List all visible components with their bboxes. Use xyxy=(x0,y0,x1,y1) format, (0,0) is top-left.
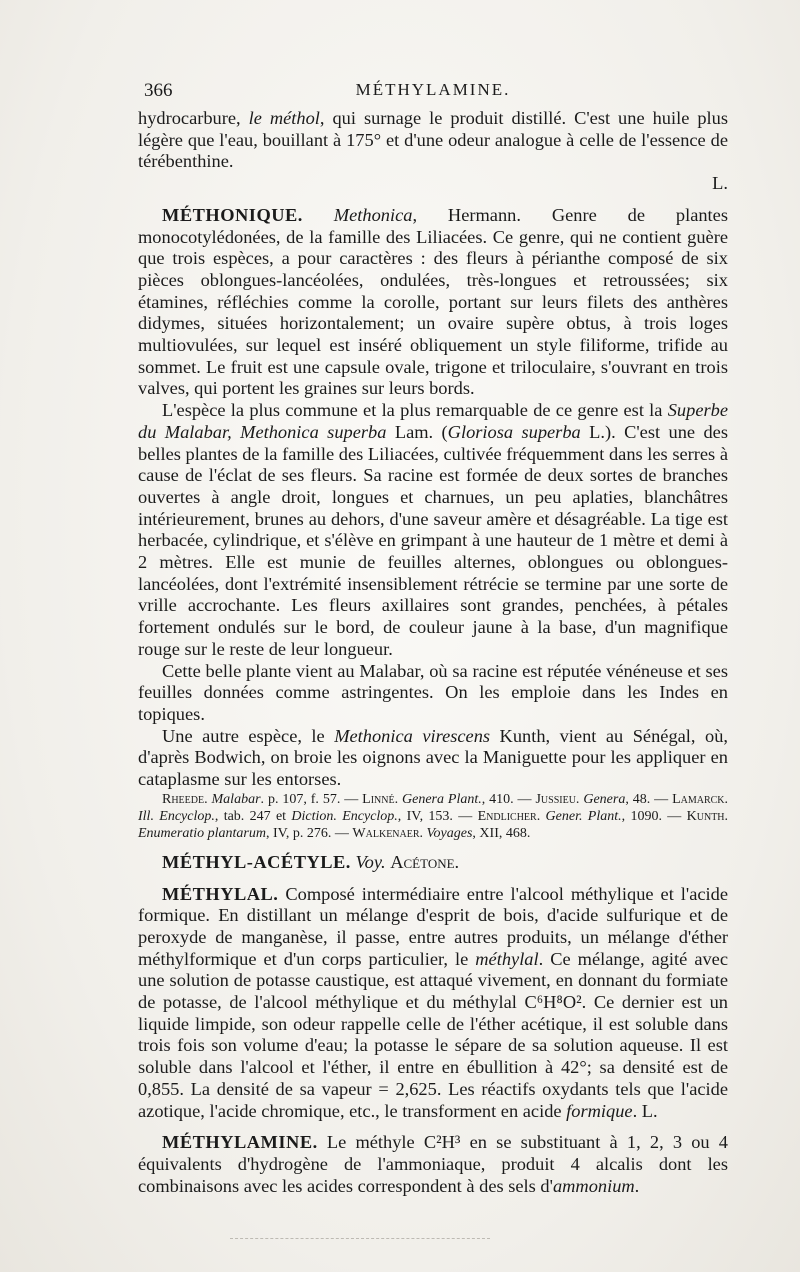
entry-paragraph: MÉTHYL-ACÉTYLE. Voy. Acétone. xyxy=(162,851,460,872)
entry-paragraph: MÉTHYLAMINE. Le méthyle C²H³ en se substituant à 1, 2, 3 ou 4 équivalents d'hydrogène de l'ammoniaque, produit 4 alcalis dont les combinaisons avec les acides correspondent à des sels d'ammonium. xyxy=(138,1132,728,1196)
bibliographic-references: Rheede. Malabar. p. 107, f. 57. — Linné. Genera Plant., 410. — Jussieu. Genera, 48. — Lamarck. Ill. Encyclop., tab. 247 et Diction. Encyclop., IV, 153. — Endlicher. Gener. Plant., 1090. — Kunth. Enumeratio plantarum, IV, p. 276. — Walkenaer. Voyages, XII, 468. xyxy=(138,791,729,841)
entry-methylamine xyxy=(138,1132,728,1197)
entry-methylal xyxy=(138,884,728,1123)
author-initial: L. xyxy=(641,1100,658,1121)
page-number: 366 xyxy=(144,80,173,101)
page-header xyxy=(138,80,728,108)
running-head: MÉTHYLAMINE. xyxy=(355,80,511,99)
entry-paragraph: L'espèce la plus commune et la plus remarquable de ce genre est la Superbe du Malabar, Methonica superba Lam. (Gloriosa superba L.). C'est une des belles plantes de la famille des Liliacées, cultivée fréquemment dans les serres à cause de l'éclat de ses fleurs. Sa racine est formée de deux sortes de branches ouvertes à angle droit, longues et charnues, un peu aplaties, blanchâtres intérieurement, brunes au dehors, d'une saveur amère et désagréable. La tige est herbacée, cylindrique, et s'élève en grimpant à une hauteur de 1 mètre et demi à 2 mètres. Elle est munie de feuilles alternes, oblongues ou oblongues-lancéolées, dont l'extrémité insensiblement rétrécie se termine par une sorte de vrille accrochante. Les fleurs axillaires sont grandes, penchées, à pétales fortement ondulés sur le bord, de couleur jaune à la base, d'un magnifique rouge sur le reste de leur longueur. xyxy=(138,400,728,659)
bottom-rule xyxy=(230,1238,490,1239)
continuation-paragraph: hydrocarbure, le méthol, qui surnage le produit distillé. C'est une huile plus légère que l'eau, bouillant à 175° et d'une odeur analogue à celle de l'essence de térébenthine. xyxy=(138,108,728,172)
entry-headword: MÉTHYL-ACÉTYLE. xyxy=(162,851,351,872)
entry-methonique xyxy=(138,205,728,842)
entry-paragraph: MÉTHONIQUE. Methonica, Hermann. Genre de plantes monocotylédonées, de la famille des Liliacées. Ce genre, qui ne contient guère que trois espèces, a pour caractères : des fleurs à périanthe composé de six pièces oblongues-lancéolées, ondulées, très-longues et retroussées; six étamines, réfléchies comme la corolle, portant sur leurs filets des anthères didymes, situées horizontalement; un ovaire supère obtus, à trois loges multiovulées, sur lequel est inséré obliquement un style filiforme, trifide au sommet. Le fruit est une capsule ovale, trigone et triloculaire, s'ouvrant en trois valves, qui portent les graines sur leurs bords. xyxy=(138,204,728,399)
body-text xyxy=(138,108,728,1197)
entry-paragraph: Une autre espèce, le Methonica virescens Kunth, vient au Sénégal, où, d'après Bodwich, on broie les oignons avec la Maniguette pour les appliquer en cataplasme sur les entorses. xyxy=(138,725,728,790)
entry-methyl-acetyle xyxy=(138,852,728,874)
entry-headword: MÉTHONIQUE. xyxy=(162,204,303,225)
entry-paragraph: MÉTHYLAL. Composé intermédiaire entre l'alcool méthylique et l'acide formique. En distillant un mélange d'esprit de bois, d'acide sulfurique et de peroxyde de manganèse, il passe, entre autres produits, un mélange d'éther méthylformique et d'un corps particulier, le méthylal. Ce mélange, agité avec une solution de potasse caustique, est attaqué vivement, en donnant du formiate de potasse, de l'alcool méthylique et du méthylal C⁶H⁸O². Ce dernier est un liquide limpide, son odeur rappelle celle de l'éther acétique, il est soluble dans trois fois son volume d'eau; la potasse le sépare de sa solution aqueuse. Il est soluble dans l'alcool et l'éther, il entre en ébullition à 42°; sa densité est de 0,855. La densité de sa vapeur = 2,625. Les réactifs oxydants tels que l'acide azotique, l'acide chromique, etc., le transforment en acide formique. L. xyxy=(138,883,729,1121)
entry-headword: MÉTHYLAL. xyxy=(162,883,279,904)
author-initial: L. xyxy=(712,173,728,194)
entry-paragraph: Cette belle plante vient au Malabar, où sa racine est réputée vénéneuse et ses feuilles données comme astringentes. On les emploie dans les Indes en topiques. xyxy=(138,660,728,724)
cross-reference: Acétone. xyxy=(390,851,460,872)
entry-headword: MÉTHYLAMINE. xyxy=(162,1132,318,1153)
